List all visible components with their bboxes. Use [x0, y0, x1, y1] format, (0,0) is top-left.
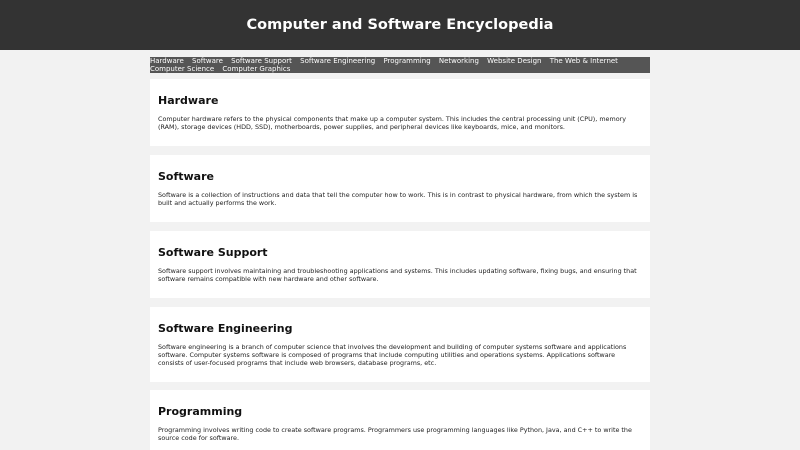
section-text: Software is a collection of instructions and data that tell the computer how to work. This is in contrast to physical hardware, from which the system is built and actually performs the work.	[158, 191, 638, 207]
nav-link-software-engineering[interactable]: Software Engineering	[300, 57, 376, 65]
section-title: Software Engineering	[158, 322, 293, 335]
nav-link-website-design[interactable]: Website Design	[487, 57, 542, 65]
section-title: Programming	[158, 405, 243, 418]
section-text: Computer hardware refers to the physical components that make up a computer system. This includes the central processing unit (CPU), memory (RAM), storage devices (HDD, SSD), motherboards, power supplies, and peripheral devices like keyboards, mice, and monitors.	[158, 115, 627, 131]
nav-link-web-internet[interactable]: The Web & Internet	[549, 57, 618, 65]
nav-link-computer-science[interactable]: Computer Science	[150, 65, 215, 73]
nav-link-hardware[interactable]: Hardware	[150, 57, 184, 65]
section-title: Software	[158, 170, 214, 183]
section-software	[150, 155, 650, 222]
section-software-engineering	[150, 307, 650, 382]
nav-link-programming[interactable]: Programming	[383, 57, 431, 65]
section-programming	[150, 390, 650, 450]
nav-link-computer-graphics[interactable]: Computer Graphics	[222, 65, 291, 73]
section-title: Software Support	[158, 246, 268, 259]
section-text: Software engineering is a branch of computer science that involves the development and building of computer systems software and applications software. Computer systems software is composed of programs that include computing utilities and operations systems. Applications software consists of user-focused programs that include web browsers, database programs, etc.	[158, 343, 627, 367]
section-text: Programming involves writing code to create software programs. Programmers use programming languages like Python, Java, and C++ to write the source code for software.	[158, 426, 632, 442]
section-hardware	[150, 79, 650, 146]
nav-link-software-support[interactable]: Software Support	[231, 57, 292, 65]
section-software-support	[150, 231, 650, 298]
section-title: Hardware	[158, 94, 219, 107]
site-header	[0, 0, 800, 50]
site-title: Computer and Software Encyclopedia	[246, 17, 554, 33]
nav-link-networking[interactable]: Networking	[438, 57, 479, 65]
top-navigation	[150, 57, 650, 73]
nav-link-software[interactable]: Software	[192, 57, 223, 65]
section-text: Software support involves maintaining and troubleshooting applications and systems. This includes updating software, fixing bugs, and ensuring that software remains compatible with new hardware and other software.	[158, 267, 637, 283]
